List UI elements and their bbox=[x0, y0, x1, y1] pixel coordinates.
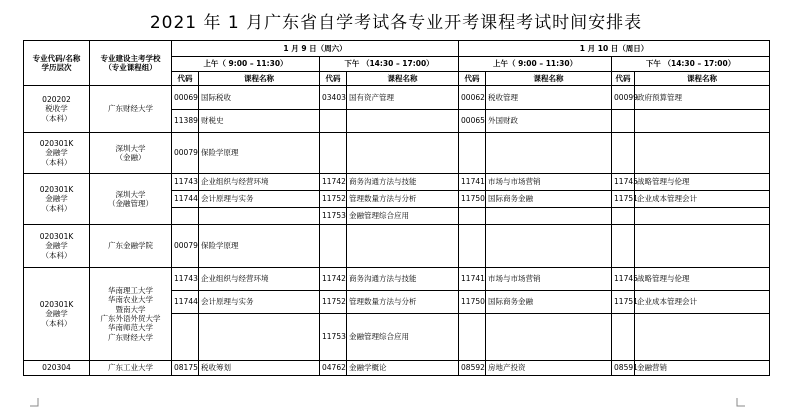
course-name-cell: 战略管理与伦理 bbox=[635, 174, 770, 191]
table-row bbox=[24, 361, 770, 376]
school-cell: 广东工业大学 bbox=[90, 361, 172, 376]
course-name-cell: 外国财政 bbox=[486, 110, 612, 133]
header-course: 课程名称 bbox=[486, 72, 612, 86]
header-course: 课程名称 bbox=[199, 72, 320, 86]
course-name-cell: 战略管理与伦理 bbox=[635, 268, 770, 291]
course-name-cell: 会计原理与实务 bbox=[199, 291, 320, 314]
course-code-cell bbox=[612, 314, 635, 361]
course-code-cell bbox=[459, 225, 486, 268]
header-school: 专业建设主考学校 （专业课程组） bbox=[90, 41, 172, 86]
school-cell: 广东财经大学 bbox=[90, 86, 172, 133]
course-code-cell: 11753 bbox=[320, 208, 347, 225]
course-code-cell bbox=[320, 110, 347, 133]
course-code-cell: 11743 bbox=[172, 174, 199, 191]
school-cell: 华南理工大学 华南农业大学 暨南大学 广东外语外贸大学 华南师范大学 广东财经大学 bbox=[90, 268, 172, 361]
course-code-cell: 11741 bbox=[459, 268, 486, 291]
course-code-cell: 11753 bbox=[320, 314, 347, 361]
course-name-cell: 管理数量方法与分析 bbox=[347, 291, 459, 314]
course-name-cell bbox=[199, 314, 320, 361]
exam-schedule-table bbox=[23, 40, 770, 376]
course-code-cell bbox=[612, 133, 635, 174]
course-code-cell bbox=[172, 314, 199, 361]
course-code-cell bbox=[612, 110, 635, 133]
course-name-cell: 财税史 bbox=[199, 110, 320, 133]
course-code-cell: 03403 bbox=[320, 86, 347, 110]
header-code: 代码 bbox=[612, 72, 635, 86]
course-name-cell: 商务沟通方法与技能 bbox=[347, 174, 459, 191]
table-row bbox=[24, 86, 770, 110]
course-name-cell: 商务沟通方法与技能 bbox=[347, 268, 459, 291]
crop-mark-bottom-left bbox=[30, 398, 39, 407]
course-name-cell: 管理数量方法与分析 bbox=[347, 191, 459, 208]
course-code-cell: 11742 bbox=[320, 174, 347, 191]
course-code-cell: 00079 bbox=[172, 225, 199, 268]
header-day2-morning: 上午（ 9:00 – 11:30） bbox=[459, 57, 612, 72]
major-cell: 020301K 金融学 （本科） bbox=[24, 268, 90, 361]
course-name-cell bbox=[635, 225, 770, 268]
course-code-cell: 11745 bbox=[612, 174, 635, 191]
school-cell: 深圳大学 （金融） bbox=[90, 133, 172, 174]
course-code-cell: 11741 bbox=[459, 174, 486, 191]
course-code-cell bbox=[172, 208, 199, 225]
course-name-cell bbox=[347, 110, 459, 133]
course-name-cell bbox=[635, 314, 770, 361]
header-major-code-name: 专业代码/名称 学历层次 bbox=[24, 41, 90, 86]
course-name-cell: 企业成本管理会计 bbox=[635, 291, 770, 314]
course-code-cell: 11751 bbox=[612, 191, 635, 208]
course-code-cell: 00079 bbox=[172, 133, 199, 174]
header-code: 代码 bbox=[172, 72, 199, 86]
course-code-cell: 04762 bbox=[320, 361, 347, 376]
course-name-cell: 企业组织与经营环境 bbox=[199, 268, 320, 291]
course-name-cell bbox=[635, 208, 770, 225]
course-code-cell: 00099 bbox=[612, 86, 635, 110]
course-code-cell: 00065 bbox=[459, 110, 486, 133]
header-course: 课程名称 bbox=[635, 72, 770, 86]
course-name-cell: 国际商务金融 bbox=[486, 191, 612, 208]
course-name-cell: 企业成本管理会计 bbox=[635, 191, 770, 208]
course-code-cell bbox=[320, 225, 347, 268]
header-code: 代码 bbox=[320, 72, 347, 86]
course-code-cell: 11744 bbox=[172, 191, 199, 208]
course-name-cell bbox=[199, 208, 320, 225]
course-code-cell: 08175 bbox=[172, 361, 199, 376]
course-name-cell: 市场与市场营销 bbox=[486, 174, 612, 191]
course-name-cell bbox=[347, 225, 459, 268]
school-cell: 深圳大学 （金融管理） bbox=[90, 174, 172, 225]
page-title: 2021 年 1 月广东省自学考试各专业开考课程考试时间安排表 bbox=[149, 13, 643, 33]
course-name-cell: 金融学概论 bbox=[347, 361, 459, 376]
crop-mark-bottom-right bbox=[736, 398, 745, 407]
course-code-cell: 11752 bbox=[320, 191, 347, 208]
header-code: 代码 bbox=[459, 72, 486, 86]
course-name-cell: 政府预算管理 bbox=[635, 86, 770, 110]
course-code-cell: 11750 bbox=[459, 291, 486, 314]
course-name-cell bbox=[347, 133, 459, 174]
major-cell: 020202 税收学 （本科） bbox=[24, 86, 90, 133]
course-name-cell: 保险学原理 bbox=[199, 133, 320, 174]
header-day1-afternoon: 下午 （14:30 – 17:00） bbox=[320, 57, 459, 72]
course-name-cell bbox=[486, 314, 612, 361]
course-name-cell bbox=[486, 133, 612, 174]
course-code-cell: 00062 bbox=[459, 86, 486, 110]
header-day1: 1 月 9 日（周六） bbox=[172, 41, 459, 57]
table-row bbox=[24, 225, 770, 268]
course-name-cell bbox=[635, 133, 770, 174]
course-name-cell: 市场与市场营销 bbox=[486, 268, 612, 291]
course-code-cell: 11742 bbox=[320, 268, 347, 291]
header-day1-morning: 上午（ 9:00 – 11:30） bbox=[172, 57, 320, 72]
course-code-cell bbox=[320, 133, 347, 174]
table-row bbox=[24, 133, 770, 174]
course-name-cell: 房地产投资 bbox=[486, 361, 612, 376]
course-name-cell: 金融管理综合应用 bbox=[347, 208, 459, 225]
major-cell: 020301K 金融学 （本科） bbox=[24, 225, 90, 268]
course-code-cell bbox=[612, 225, 635, 268]
course-name-cell bbox=[635, 110, 770, 133]
course-code-cell: 08592 bbox=[459, 361, 486, 376]
major-cell: 020301K 金融学 （本科） bbox=[24, 174, 90, 225]
header-day2-afternoon: 下午 （14:30 – 17:00） bbox=[612, 57, 770, 72]
major-cell: 020301K 金融学 （本科） bbox=[24, 133, 90, 174]
course-name-cell bbox=[486, 225, 612, 268]
course-name-cell: 会计原理与实务 bbox=[199, 191, 320, 208]
course-code-cell: 11751 bbox=[612, 291, 635, 314]
course-name-cell bbox=[486, 208, 612, 225]
course-name-cell: 国有资产管理 bbox=[347, 86, 459, 110]
course-code-cell bbox=[459, 314, 486, 361]
course-code-cell: 00069 bbox=[172, 86, 199, 110]
course-code-cell: 11389 bbox=[172, 110, 199, 133]
course-code-cell: 11752 bbox=[320, 291, 347, 314]
course-name-cell: 企业组织与经营环境 bbox=[199, 174, 320, 191]
header-course: 课程名称 bbox=[347, 72, 459, 86]
course-name-cell: 保险学原理 bbox=[199, 225, 320, 268]
course-name-cell: 国际商务金融 bbox=[486, 291, 612, 314]
school-cell: 广东金融学院 bbox=[90, 225, 172, 268]
course-name-cell: 税收筹划 bbox=[199, 361, 320, 376]
course-name-cell: 金融营销 bbox=[635, 361, 770, 376]
course-code-cell: 11745 bbox=[612, 268, 635, 291]
course-code-cell: 08591 bbox=[612, 361, 635, 376]
course-code-cell bbox=[459, 208, 486, 225]
course-name-cell: 金融管理综合应用 bbox=[347, 314, 459, 361]
header-day2: 1 月 10 日（周日） bbox=[459, 41, 770, 57]
course-code-cell: 11743 bbox=[172, 268, 199, 291]
course-name-cell: 国际税收 bbox=[199, 86, 320, 110]
table-row bbox=[24, 268, 770, 291]
table-row bbox=[24, 174, 770, 191]
major-cell: 020304 bbox=[24, 361, 90, 376]
course-code-cell bbox=[459, 133, 486, 174]
course-code-cell: 11750 bbox=[459, 191, 486, 208]
course-name-cell: 税收管理 bbox=[486, 86, 612, 110]
course-code-cell: 11744 bbox=[172, 291, 199, 314]
course-code-cell bbox=[612, 208, 635, 225]
